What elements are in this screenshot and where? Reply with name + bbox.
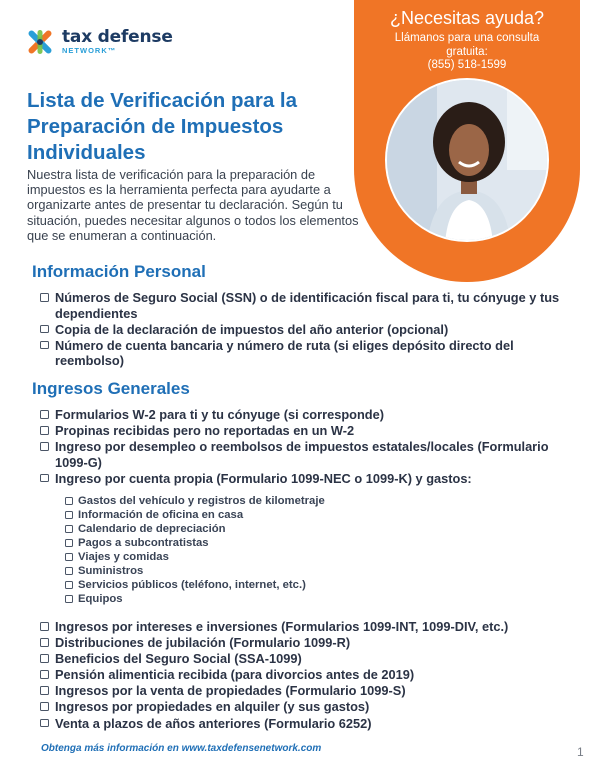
- checkbox[interactable]: [65, 525, 73, 533]
- subchecklist-item-text: Suministros: [78, 565, 144, 577]
- subchecklist-item-text: Información de oficina en casa: [78, 509, 244, 521]
- subchecklist-item: [63, 536, 503, 550]
- checkbox[interactable]: [40, 670, 49, 679]
- checkbox[interactable]: [40, 426, 49, 435]
- checklist-item-text: Venta a plazos de años anteriores (Formulario 6252): [55, 715, 372, 731]
- checklist-item: [38, 651, 568, 667]
- subchecklist-item-text: Gastos del vehículo y registros de kilometraje: [78, 495, 325, 507]
- checklist-item-text: Ingreso por desempleo o reembolsos de impuestos estatales/locales (Formulario 1099-G): [55, 439, 549, 470]
- subchecklist-item-text: Pagos a subcontratistas: [78, 537, 209, 549]
- checklist-item-text: Número de cuenta bancaria y número de ruta (si eliges depósito directo del reembolso): [55, 337, 514, 369]
- footer-link[interactable]: Obtenga más información en www.taxdefensenetwork.com: [41, 743, 322, 754]
- logo-tm: ™: [107, 46, 117, 56]
- logo-sub: NETWORK: [62, 46, 108, 56]
- checkbox[interactable]: [65, 567, 73, 575]
- checkbox[interactable]: [40, 638, 49, 647]
- subchecklist-item: [63, 578, 503, 592]
- checklist-item-text: Ingresos por intereses e inversiones (Formularios 1099-INT, 1099-DIV, etc.): [55, 619, 509, 634]
- checkbox[interactable]: [40, 474, 49, 483]
- checkbox[interactable]: [65, 497, 73, 505]
- subchecklist-item-text: Viajes y comidas: [78, 551, 169, 563]
- help-phone[interactable]: (855) 518-1599: [427, 59, 507, 71]
- checklist-item: [38, 423, 568, 439]
- checkbox[interactable]: [40, 325, 49, 334]
- checkbox[interactable]: [65, 595, 73, 603]
- checklist-item-text: Distribuciones de jubilación (Formulario 1099-R): [55, 635, 351, 651]
- checklist-item: [38, 699, 568, 715]
- subchecklist-item-text: Equipos: [78, 593, 123, 605]
- checklist-item: [38, 683, 568, 699]
- advisor-photo-image: [387, 80, 549, 242]
- subchecklist-item-text: Servicios públicos (teléfono, internet, etc.): [78, 579, 306, 591]
- checklist-item: [38, 471, 568, 487]
- checkbox[interactable]: [65, 539, 73, 547]
- checklist-item-text: Pensión alimenticia recibida (para divorcios antes de 2019): [55, 667, 415, 683]
- subchecklist-item-text: Calendario de depreciación: [78, 523, 226, 535]
- checkbox[interactable]: [40, 442, 49, 451]
- checkbox[interactable]: [40, 622, 49, 631]
- checklist-item-text: Formularios W-2 para ti y tu cónyuge (si corresponde): [55, 407, 384, 422]
- checklist-item: [38, 619, 568, 635]
- logo: [24, 26, 173, 58]
- checklist-item: [38, 322, 568, 338]
- subchecklist-item: [63, 550, 503, 564]
- checkbox[interactable]: [40, 686, 49, 695]
- checklist-item-text: Números de Seguro Social (SSN) o de identificación fiscal para ti, tu cónyuge y tus dependientes: [55, 290, 560, 321]
- help-panel: [354, 0, 580, 282]
- logo-mark-icon: [24, 26, 56, 58]
- section-title-income: Ingresos Generales: [32, 379, 190, 398]
- checklist-item: [38, 439, 568, 470]
- personal-checklist: [38, 290, 568, 369]
- subchecklist-item: [63, 564, 503, 578]
- subchecklist-item: [63, 508, 503, 522]
- checkbox[interactable]: [65, 581, 73, 589]
- checklist-item: [38, 635, 568, 651]
- help-title: ¿Necesitas ayuda?: [389, 8, 545, 28]
- checkbox[interactable]: [40, 410, 49, 419]
- checkbox[interactable]: [40, 719, 49, 728]
- checkbox[interactable]: [40, 702, 49, 711]
- subchecklist-item: [63, 522, 503, 536]
- checkbox[interactable]: [40, 341, 49, 350]
- checklist-item: [38, 338, 568, 369]
- logo-name: tax defense: [62, 27, 173, 48]
- checklist-item-text: Beneficios del Seguro Social (SSA-1099): [55, 651, 302, 667]
- checklist-item: [38, 290, 568, 321]
- checkbox[interactable]: [65, 553, 73, 561]
- checklist-item: [38, 716, 568, 732]
- checklist-item: [38, 407, 568, 423]
- checkbox[interactable]: [40, 654, 49, 663]
- checklist-item-text: Copia de la declaración de impuestos del año anterior (opcional): [55, 321, 449, 337]
- checklist-item-text: Ingreso por cuenta propia (Formulario 1099-NEC o 1099-K) y gastos:: [55, 470, 472, 486]
- checkbox[interactable]: [65, 511, 73, 519]
- income-checklist-more: [38, 619, 568, 732]
- checklist-item-text: Propinas recibidas pero no reportadas en un W-2: [55, 423, 355, 439]
- checkbox[interactable]: [40, 293, 49, 302]
- intro-paragraph: Nuestra lista de verificación para la preparación de impuestos es la herramienta perfecta para ayudarte a organizarte antes de presentar tu declaración. Según tu situación, puedes necesitar algunos o todos los elementos que se enumeran a continuación.: [27, 167, 359, 243]
- checklist-item-text: Ingresos por propiedades en alquiler (y sus gastos): [55, 699, 370, 715]
- checklist-item-text: Ingresos por la venta de propiedades (Formulario 1099-S): [55, 683, 406, 699]
- page-number: 1: [577, 745, 584, 759]
- self-employment-subchecklist: [63, 494, 503, 606]
- help-text: Llámanos para una consulta gratuita:: [394, 32, 540, 58]
- advisor-photo: [385, 78, 549, 242]
- subchecklist-item: [63, 592, 503, 606]
- page-title: Lista de Verificación para la Preparación de Impuestos Individuales: [27, 89, 298, 164]
- subchecklist-item: [63, 494, 503, 508]
- income-checklist: [38, 407, 568, 487]
- checklist-item: [38, 667, 568, 683]
- section-title-personal: Información Personal: [32, 262, 206, 281]
